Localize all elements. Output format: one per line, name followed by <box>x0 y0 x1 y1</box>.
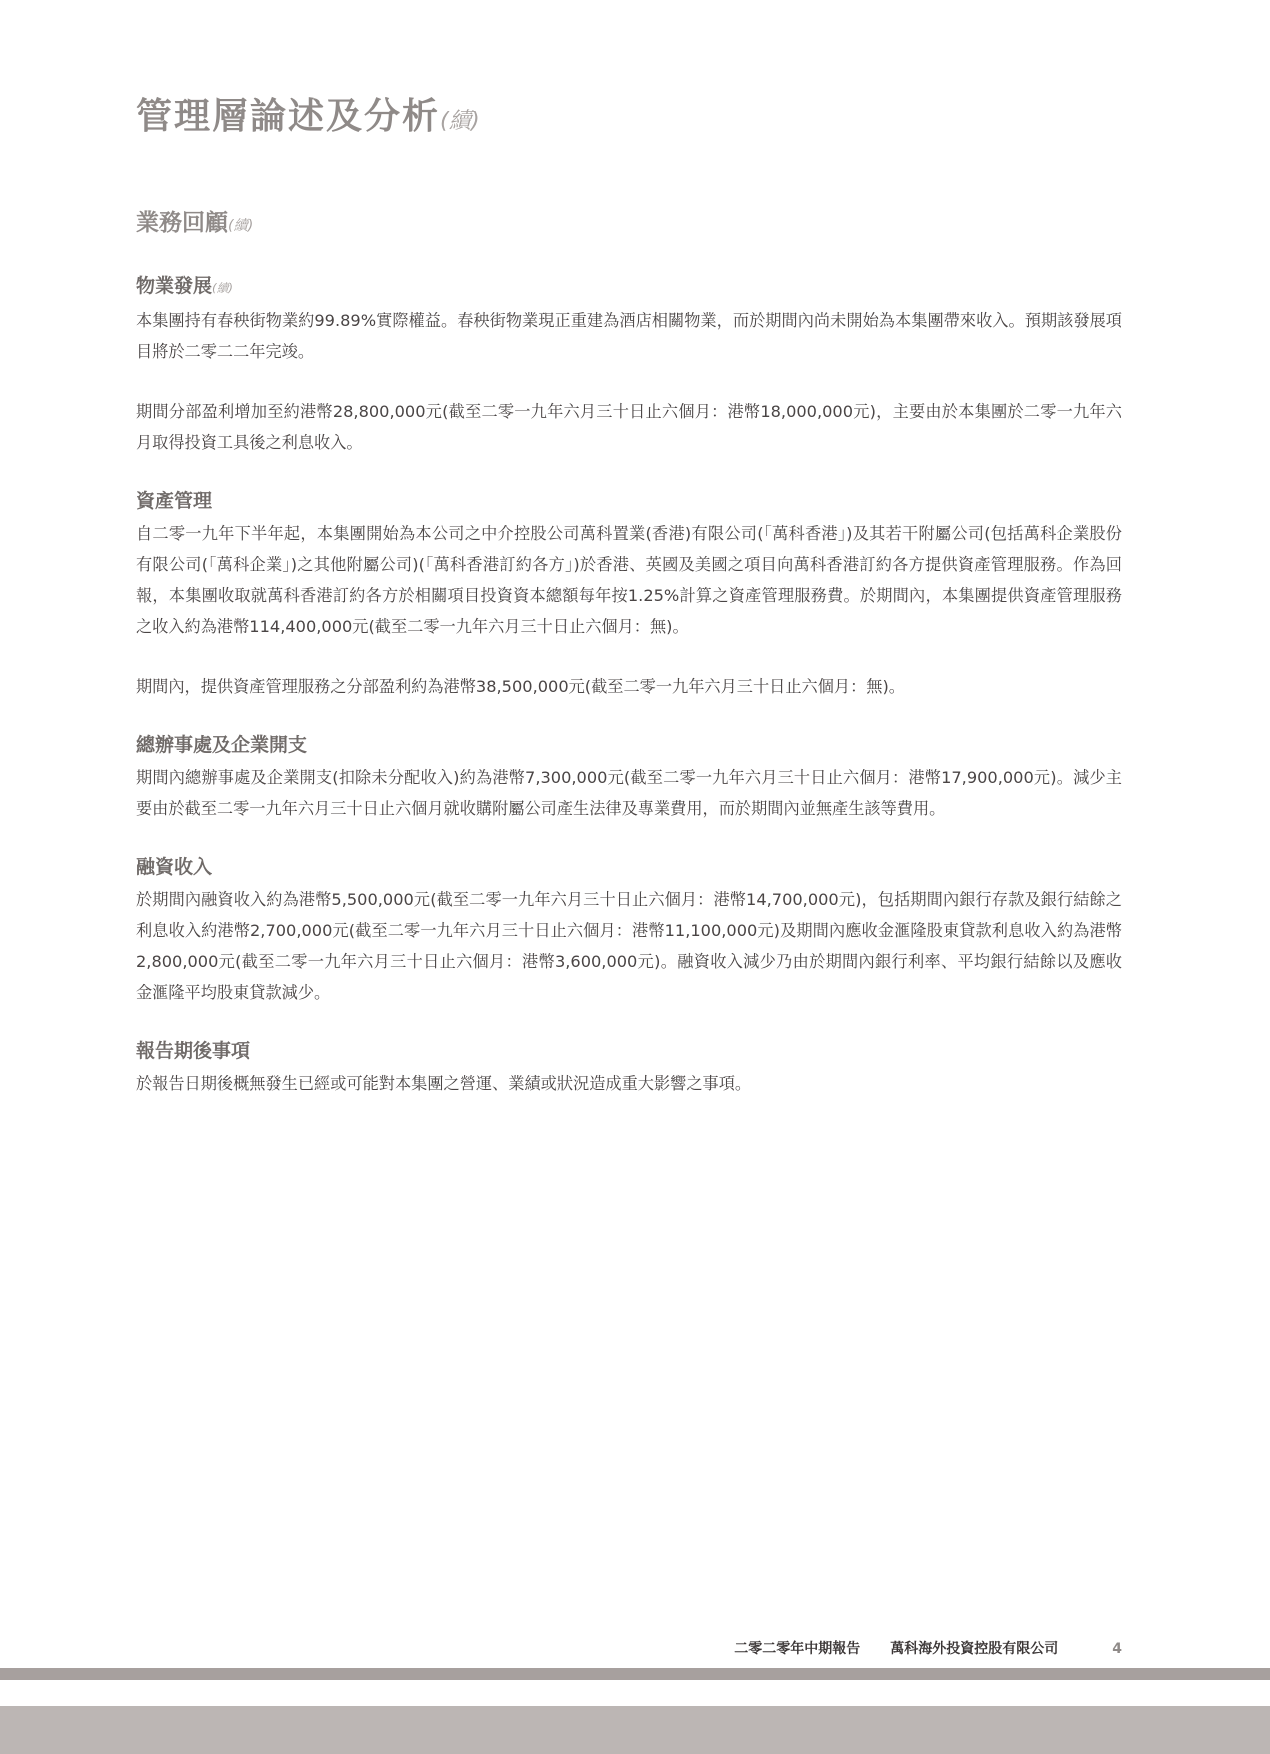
section-title-continued: (續) <box>228 218 254 234</box>
paragraph: 自二零一九年下半年起，本集團開始為本公司之中介控股公司萬科置業(香港)有限公司(「萬科香港」)及其若干附屬公司(包括萬科企業股份有限公司(「萬科企業」)之其他附屬公司)(「萬科香港訂約各方」)於香港、英國及美國之項目向萬科香港訂約各方提供資產管理服務。作為回報，本集團收取就萬科香港訂約各方於相關項目投資資本總額每年按1.25%計算之資產管理服務費。於期間內，本集團提供資產管理服務之收入約為港幣114,400,000元(截至二零一九年六月三十日止六個月：無)。 <box>136 524 1122 636</box>
paragraph: 期間分部盈利增加至約港幣28,800,000元(截至二零一九年六月三十日止六個月：港幣18,000,000元)，主要由於本集團於二零一九年六月取得投資工具後之利息收入。 <box>136 402 1122 452</box>
footer-band-top <box>0 1668 1270 1680</box>
block-head-office-expenses <box>136 731 1122 824</box>
subheading-head-office-expenses: 總辦事處及企業開支 <box>136 734 308 756</box>
block-finance-income <box>136 853 1122 1008</box>
page-title-text: 管理層論述及分析 <box>136 96 441 137</box>
subheading-finance-income: 融資收入 <box>136 856 213 878</box>
subheading-asset-management: 資產管理 <box>136 490 213 512</box>
subheading-text: 物業發展 <box>136 275 213 297</box>
paragraph: 於報告日期後概無發生已經或可能對本集團之營運、業績或狀況造成重大影響之事項。 <box>136 1074 752 1093</box>
subheading-subsequent-events: 報告期後事項 <box>136 1040 251 1062</box>
block-asset-management <box>136 487 1122 702</box>
page-title <box>136 88 480 139</box>
paragraph: 期間內，提供資產管理服務之分部盈利約為港幣38,500,000元(截至二零一九年六月三十日止六個月：無)。 <box>136 677 905 696</box>
subheading-property-development <box>136 272 1122 302</box>
subheading-continued: (續) <box>212 281 233 295</box>
block-subsequent-events <box>136 1037 1122 1099</box>
section-title <box>136 204 253 237</box>
page-footer <box>734 1638 1122 1658</box>
paragraph: 本集團持有春秧街物業約99.89%實際權益。春秧街物業現正重建為酒店相關物業，而於期間內尚未開始為本集團帶來收入。預期該發展項目將於二零二二年完竣。 <box>136 311 1122 361</box>
report-content <box>136 272 1122 1128</box>
page-number: 4 <box>1112 1641 1122 1657</box>
footer-report-name: 二零二零年中期報告 <box>734 1641 861 1657</box>
paragraph: 期間內總辦事處及企業開支(扣除未分配收入)約為港幣7,300,000元(截至二零一九年六月三十日止六個月：港幣17,900,000元)。減少主要由於截至二零一九年六月三十日止六個月就收購附屬公司產生法律及專業費用，而於期間內並無產生該等費用。 <box>136 768 1122 818</box>
page-title-continued: (續) <box>440 108 480 134</box>
footer-band-bottom <box>0 1706 1270 1754</box>
section-title-text: 業務回顧 <box>136 210 228 236</box>
paragraph: 於期間內融資收入約為港幣5,500,000元(截至二零一九年六月三十日止六個月：港幣14,700,000元)，包括期間內銀行存款及銀行結餘之利息收入約港幣2,700,000元(截至二零一九年六月三十日止六個月：港幣11,100,000元)及期間內應收金滙隆股東貸款利息收入約為港幣2,800,000元(截至二零一九年六月三十日止六個月：港幣3,600,000元)。融資收入減少乃由於期間內銀行利率、平均銀行結餘以及應收金滙隆平均股東貸款減少。 <box>136 890 1122 1002</box>
footer-company-name: 萬科海外投資控股有限公司 <box>890 1641 1059 1657</box>
block-property-development <box>136 272 1122 458</box>
